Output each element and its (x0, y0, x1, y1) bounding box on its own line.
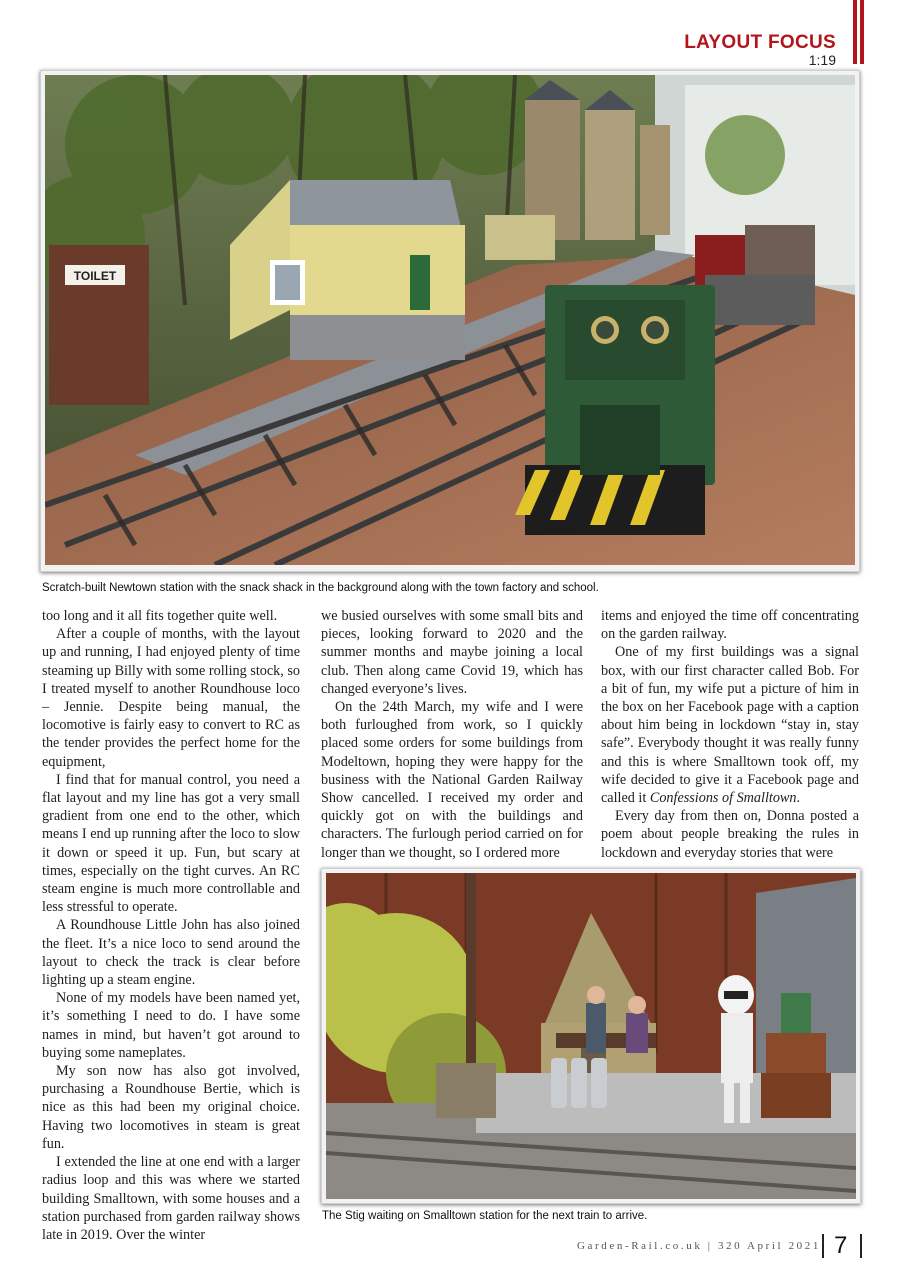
article-column-3 (601, 607, 859, 862)
paragraph: A Roundhouse Little John has also joined the fleet. It’s a nice loco to send around the layout to check the track is clear before lighting up a steam engine. (42, 917, 300, 989)
header-accent-bar (853, 0, 857, 64)
paragraph: items and enjoyed the time off concentrating on the garden railway. (601, 608, 859, 643)
footer-credit: Garden-Rail.co.uk | 320 April 2021 (577, 1240, 821, 1252)
section-scale: 1:19 (808, 52, 836, 68)
paragraph: None of my models have been named yet, it’s something I need to do. I have some names in mind, but haven’t got around to buying some nameplates. (42, 990, 300, 1061)
photo-smalltown-station-image (326, 873, 856, 1199)
paragraph: On the 24th March, my wife and I were both furloughed from work, so I quickly placed some orders for some buildings from Modeltown, hoping they were happy for the business with the National Garden Railway Show cancelled. I received my order and quickly got on with the buildings and characters. The furlough period carried on for longer than we thought, so I ordered more (321, 699, 583, 861)
paragraph: After a couple of months, with the layout up and running, I had enjoyed plenty of time steaming up Billy with some rolling stock, so I treated myself to another Roundhouse loco – Jennie. Despite being manual, the locomotive is fairly easy to convert to RC as the tender provides the perfect home for the equipment, (42, 626, 300, 770)
paragraph (601, 643, 859, 807)
facebook-page-title: Confessions of Smalltown (649, 790, 797, 807)
section-title: LAYOUT FOCUS (684, 32, 836, 53)
header-accent-bar (860, 0, 864, 64)
paragraph: I extended the line at one end with a larger radius loop and this was where we started building Smalltown, with some houses and a station purchased from garden railway shows late in 2019. Over the winter (42, 1154, 300, 1243)
paragraph: too long and it all fits together quite well. (42, 608, 278, 624)
paragraph: I find that for manual control, you need a flat layout and my line has got a very small gradient from one end to the other, which means I end up running after the loco to slow it down or speed it up. Fun, but scary at times, especially on the tight curves. An RC steam engine is much more controllable and less stressful to operate. (42, 771, 300, 916)
paragraph-text: One of my first buildings was a signal box, with our first character called Bob. For a bit of fun, my wife put a picture of him in the box on her Facebook page with a caption about him being in lockdown “stay in, stay safe”. Everybody thought it was really funny and this is where Smalltown took off, my wife decided to give it a Facebook page and called it (601, 644, 859, 807)
article-column-2 (321, 607, 583, 862)
paragraph: we busied ourselves with some small bits and pieces, looking forward to 2020 and the summer months and maybe joining a local club. Then along came Covid 19, which has changed everyone’s lives. (321, 608, 583, 697)
photo-newtown-station (40, 70, 860, 572)
photo-smalltown-station (321, 868, 861, 1204)
photo-caption: The Stig waiting on Smalltown station for the next train to arrive. (322, 1210, 648, 1222)
toilet-sign: TOILET (73, 269, 117, 283)
article-column-1 (42, 607, 300, 1244)
paragraph: Every day from then on, Donna posted a poem about people breaking the rules in lockdown and everyday stories that were (601, 808, 859, 861)
paragraph-end: . (796, 790, 801, 807)
paragraph: My son now has also got involved, purchasing a Roundhouse Bertie, which is nice as this had been my original choice. Having two locomotives in steam is great fun. (42, 1063, 300, 1152)
photo-newtown-station-image (45, 75, 855, 565)
photo-caption: Scratch-built Newtown station with the snack shack in the background along with the town factory and school. (42, 582, 599, 594)
footer-divider (860, 1234, 862, 1258)
page-number: 7 (834, 1232, 848, 1259)
footer-divider (822, 1234, 824, 1258)
